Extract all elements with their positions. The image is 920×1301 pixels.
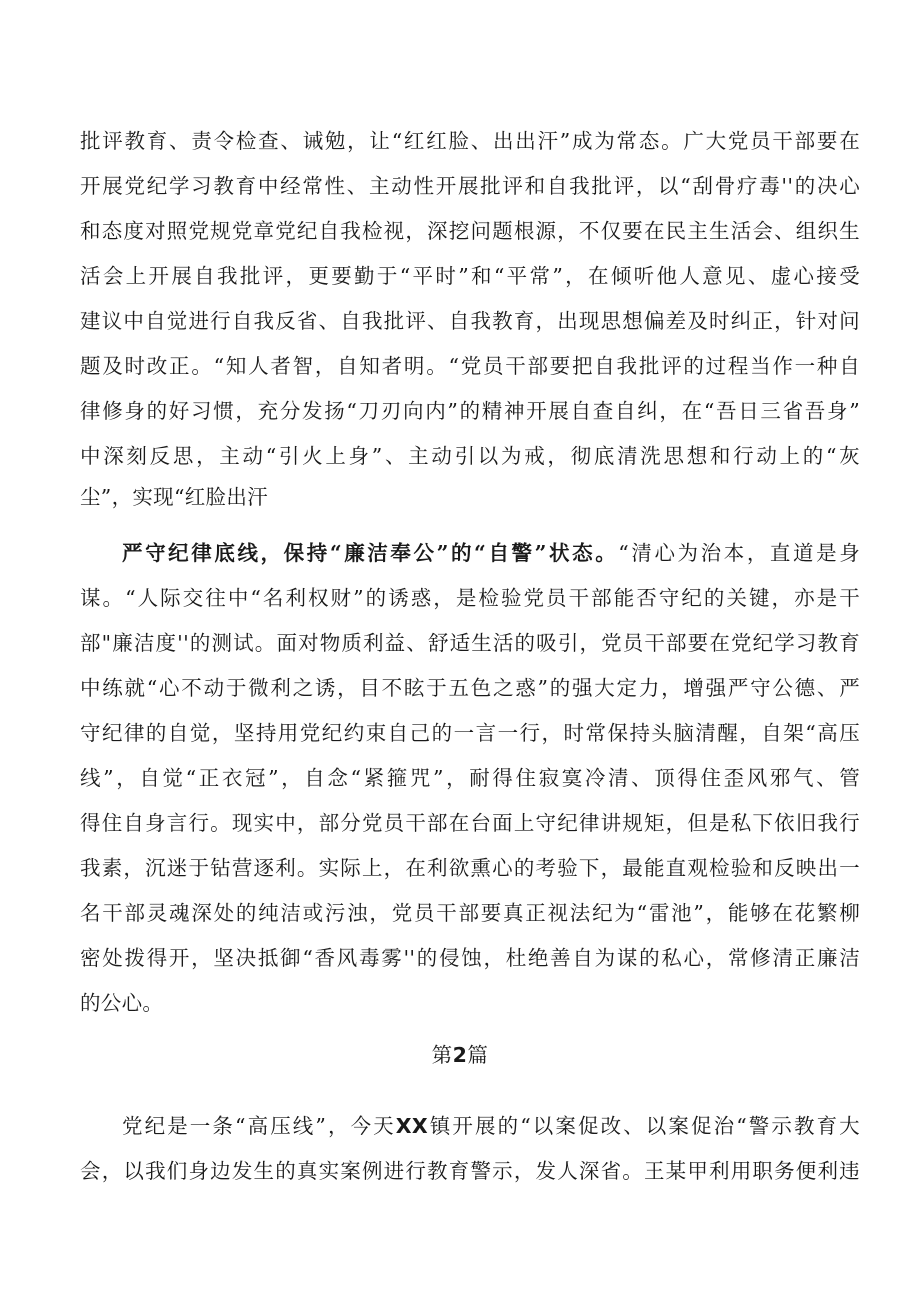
text-line: 线”，自觉“正衣冠”，自念“紧箍咒”，耐得住寂寞冷清、顶得住歪风邪气、管 bbox=[80, 766, 860, 790]
text-segment: 镇开展的“以案促改、以案促治“警示教育大 bbox=[428, 1114, 860, 1138]
text-line bbox=[122, 1111, 860, 1141]
town-placeholder: XX bbox=[395, 1114, 428, 1138]
paragraph-lead-text: “清心为治本，直道是身 bbox=[618, 541, 860, 565]
text-line: 部"廉洁度''的测试。面对物质利益、舒适生活的吸引，党员干部要在党纪学习教育 bbox=[80, 631, 860, 655]
section-heading bbox=[0, 1040, 920, 1070]
text-line: 中练就“心不动于微利之诱，目不眩于五色之惑”的强大定力，增强严守公德、严 bbox=[80, 676, 860, 700]
text-line: 活会上开展自我批评，更要勤于“平时”和“平常”，在倾听他人意见、虚心接受 bbox=[80, 264, 860, 288]
text-line: 密处拨得开，坚决抵御“香风毒雾''的侵蚀，杜绝善自为谋的私心，常修清正廉洁 bbox=[80, 946, 860, 970]
text-line: 谋。“人际交往中“名利权财”的诱惑，是检验党员干部能否守纪的关键，亦是干 bbox=[80, 586, 860, 610]
heading-number: 2 bbox=[452, 1043, 468, 1067]
text-line: 名干部灵魂深处的纯洁或污浊，党员干部要真正视法纪为“雷池”，能够在花繁柳 bbox=[80, 901, 860, 925]
text-line: 守纪律的自觉，坚持用党纪约束自己的一言一行，时常保持头脑清醒，自架“高压 bbox=[80, 721, 860, 745]
text-line: 开展党纪学习教育中经常性、主动性开展批评和自我批评，以“刮骨疗毒''的决心 bbox=[80, 174, 860, 198]
heading-prefix: 第 bbox=[431, 1043, 453, 1067]
text-line: 我素，沉迷于钻营逐利。实际上，在利欲熏心的考验下，最能直观检验和反映出一 bbox=[80, 856, 860, 880]
text-line: 会，以我们身边发生的真实案例进行教育警示，发人深省。王某甲利用职务便利违 bbox=[80, 1159, 860, 1183]
text-line: 和态度对照党规党章党纪自我检视，深挖问题根源，不仅要在民主生活会、组织生 bbox=[80, 219, 860, 243]
paragraph-lead-heading: 严守纪律底线，保持“廉洁奉公”的“自警”状态。 bbox=[122, 541, 619, 565]
text-line bbox=[122, 538, 860, 568]
text-line: 得住自身言行。现实中，部分党员干部在台面上守纪律讲规矩，但是私下依旧我行 bbox=[80, 811, 860, 835]
text-line: 律修身的好习惯，充分发扬“刀刃向内”的精神开展自查自纠，在“吾日三省吾身” bbox=[80, 399, 860, 423]
text-line: 尘”，实现“红脸出汗 bbox=[80, 485, 268, 509]
text-line: 的公心。 bbox=[80, 991, 164, 1015]
text-line: 中深刻反思，主动“引火上身”、主动引以为戒，彻底清洗思想和行动上的“灰 bbox=[80, 444, 860, 468]
text-line: 题及时改正。“知人者智，自知者明。“党员干部要把自我批评的过程当作一种自 bbox=[80, 354, 860, 378]
heading-suffix: 篇 bbox=[467, 1043, 489, 1067]
text-line: 建议中自觉进行自我反省、自我批评、自我教育，出现思想偏差及时纠正，针对问 bbox=[80, 309, 860, 333]
text-line: 批评教育、责令检查、诫勉，让“红红脸、出出汗”成为常态。广大党员干部要在 bbox=[80, 129, 860, 153]
text-segment: 党纪是一条“高压线”，今天 bbox=[122, 1114, 396, 1138]
